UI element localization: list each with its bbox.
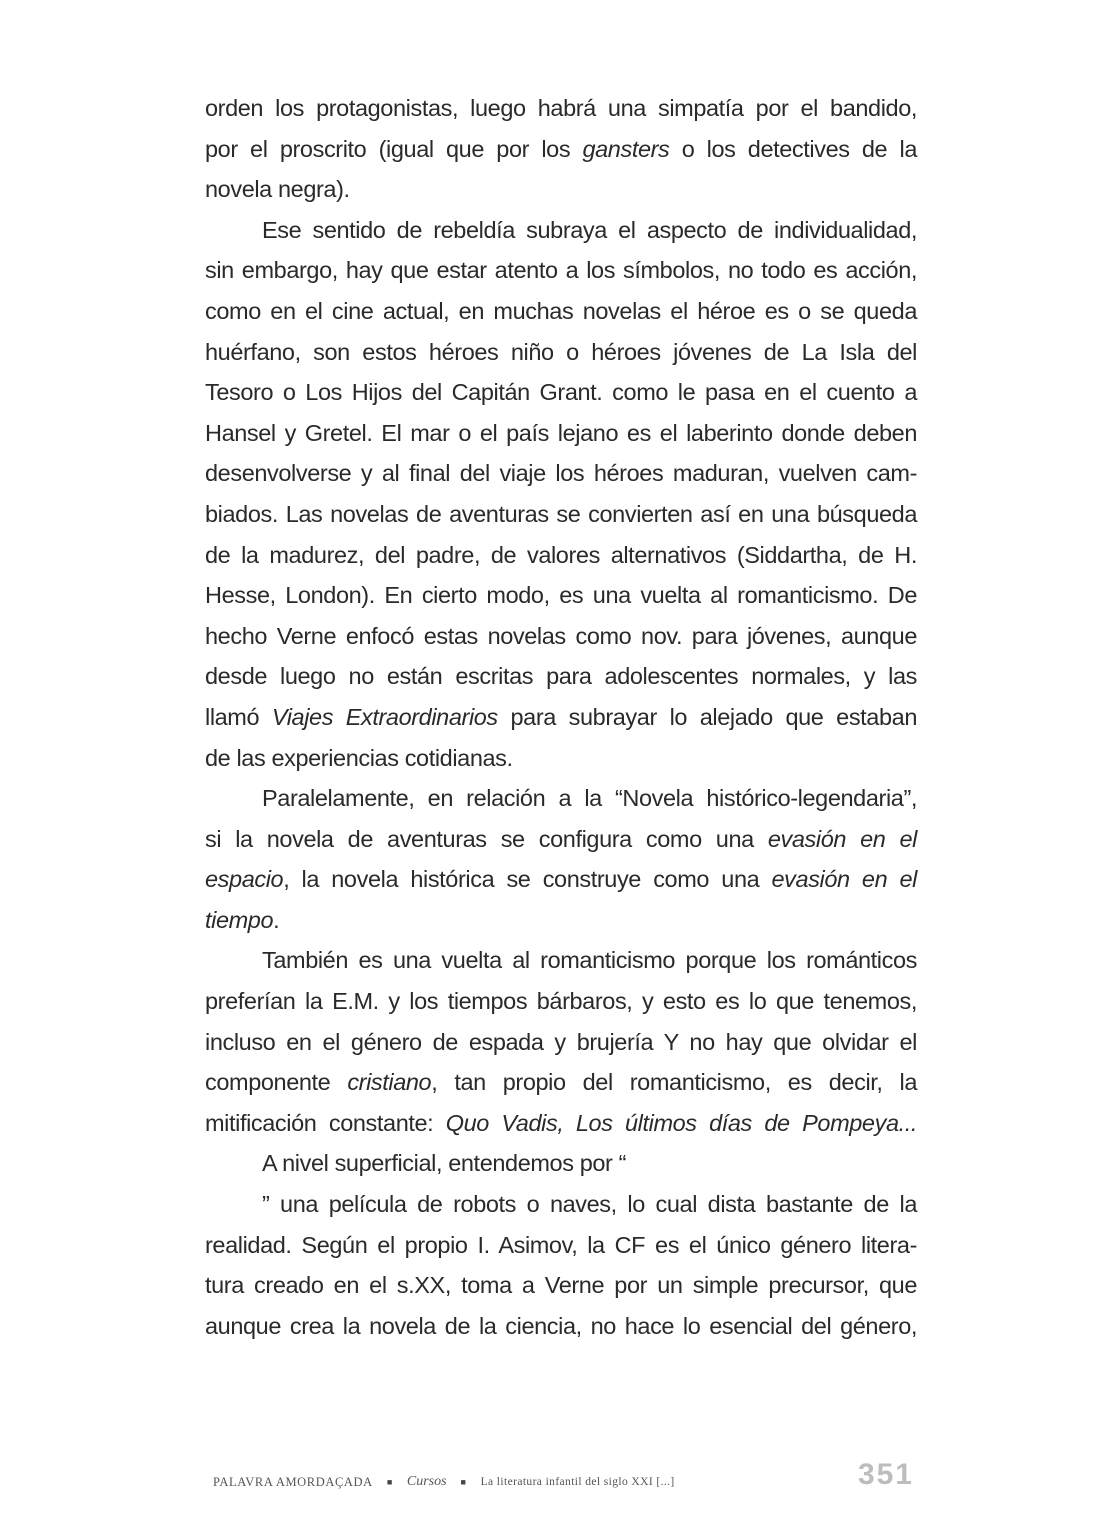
journal-name: Cursos [406, 1474, 447, 1489]
text-line: hecho Verne enfocó estas novelas como nov. para jóvenes, aunque [205, 622, 917, 649]
text-line: espacio, la novela histórica se construye como una evasión en el [205, 866, 917, 893]
page-footer [213, 1462, 913, 1502]
text-line: tiempo. [205, 906, 280, 933]
text-line: ” una película de robots o naves, lo cual dista bastante de la [262, 1191, 917, 1218]
text-line: desde luego no están escritas para adolescentes normales, y las [205, 663, 917, 690]
text-line: Hesse, London). En cierto modo, es una vuelta al romanticismo. De [205, 582, 917, 609]
text-line: componente cristiano, tan propio del romanticismo, es decir, la [205, 1069, 917, 1096]
italic-phrase: espacio [205, 866, 284, 893]
text-line: de las experiencias cotidianas. [205, 744, 513, 771]
text-line: preferían la E.M. y los tiempos bárbaros, y esto es lo que tenemos, [205, 988, 917, 1015]
text-line: realidad. Según el propio I. Asimov, la CF es el único género litera- [205, 1231, 917, 1258]
text-line: Paralelamente, en relación a la “Novela histórico-legendaria”, [262, 785, 917, 812]
text-line: incluso en el género de espada y brujería Y no hay que olvidar el [205, 1028, 917, 1055]
text-line: tura creado en el s.XX, toma a Verne por un simple precursor, que [205, 1272, 917, 1299]
text-line: como en el cine actual, en muchas novelas el héroe es o se queda [205, 297, 917, 324]
text-line: si la novela de aventuras se configura como una evasión en el [205, 825, 917, 852]
italic-phrase: cristiano [347, 1069, 432, 1096]
text-line: novela negra). [205, 176, 350, 203]
text-line: orden los protagonistas, luego habrá una simpatía por el bandido, [205, 95, 917, 121]
publication-name: PALAVRA AMORDAÇADA [213, 1474, 373, 1489]
body-text [205, 88, 917, 1346]
text-line: llamó Viajes Extraordinarios para subrayar lo alejado que estaban [205, 703, 917, 730]
page-number: 351 [857, 1458, 914, 1491]
text-line: mitificación constante: Quo Vadis, Los últimos días de Pompeya... [205, 1109, 917, 1136]
text-line: desenvolverse y al final del viaje los héroes maduran, vuelven cam- [205, 460, 917, 487]
italic-phrase: gansters [582, 135, 670, 162]
running-title: La literatura infantil del siglo XXI [...] [480, 1476, 675, 1488]
text-line: También es una vuelta al romanticismo porque los románticos [262, 947, 917, 974]
italic-phrase: evasión en el [767, 825, 917, 852]
italic-phrase: evasión en el [771, 866, 917, 893]
text-line: huérfano, son estos héroes niño o héroes jóvenes de La Isla del [205, 338, 917, 365]
footer-separator: ■ [386, 1477, 393, 1487]
text-line: Tesoro o Los Hijos del Capitán Grant. como le pasa en el cuento a [205, 379, 917, 406]
text-line: sin embargo, hay que estar atento a los símbolos, no todo es acción, [205, 257, 917, 284]
footer-separator: ■ [460, 1477, 467, 1487]
italic-phrase: tiempo [205, 906, 274, 933]
text-line: Hansel y Gretel. El mar o el país lejano es el laberinto donde deben [205, 419, 917, 446]
text-line: Ese sentido de rebeldía subraya el aspecto de individualidad, [262, 216, 917, 243]
italic-phrase: Viajes Extraordinarios [271, 703, 498, 730]
text-line: aunque crea la novela de la ciencia, no hace lo esencial del género, [205, 1312, 917, 1339]
text-line: A nivel superficial, entendemos por “ [262, 1150, 627, 1177]
italic-phrase: Quo Vadis, Los últimos días de Pompeya... [445, 1109, 917, 1136]
text-line: de la madurez, del padre, de valores alternativos (Siddartha, de H. [205, 541, 917, 568]
text-line: biados. Las novelas de aventuras se convierten así en una búsqueda [205, 500, 917, 527]
text-line: por el proscrito (igual que por los gansters o los detectives de la [205, 135, 917, 162]
